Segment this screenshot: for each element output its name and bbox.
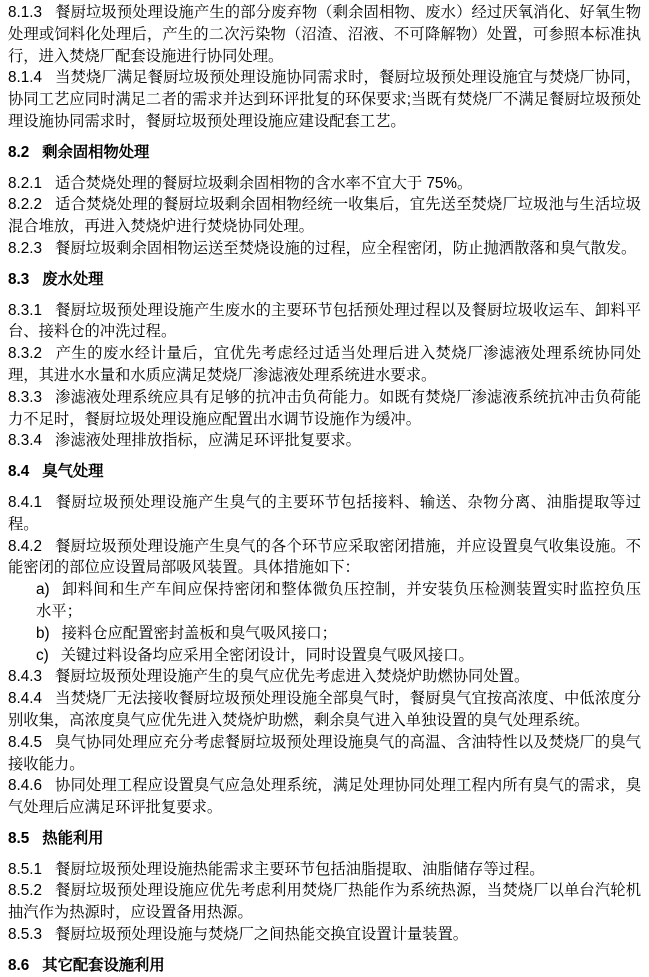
clause-8.3.3 bbox=[8, 387, 641, 431]
clause-number: 8.3.1 bbox=[8, 301, 43, 319]
list-marker: b) bbox=[36, 624, 50, 642]
clause-8.4.4 bbox=[8, 688, 641, 732]
clause-text: 餐厨垃圾预处理设施应优先考虑利用焚烧厂热能作为系统热源，当焚烧厂以单台汽轮机抽汽作为热源时，应设置备用热源。 bbox=[8, 882, 641, 922]
clause-number: 8.3.2 bbox=[8, 345, 43, 363]
list-item-a bbox=[36, 579, 641, 623]
heading-text: 废水处理 bbox=[42, 270, 104, 288]
clause-8.5.3 bbox=[8, 924, 641, 946]
clause-number: 8.4.6 bbox=[8, 777, 43, 795]
clause-8.3.2 bbox=[8, 343, 641, 387]
clause-text: 适合焚烧处理的餐厨垃圾剩余固相物经统一收集后，宜先送至焚烧厂垃圾池与生活垃圾混合堆放，再进入焚烧炉进行焚烧协同处理。 bbox=[8, 196, 641, 236]
clause-number: 8.6 bbox=[8, 956, 30, 974]
clause-text: 关键过料设备均应采用全密闭设计，同时设置臭气吸风接口。 bbox=[60, 646, 474, 664]
clause-text: 协同处理工程应设置臭气应急处理系统，满足处理协同处理工程内所有臭气的需求，臭气处理后应满足环评批复要求。 bbox=[8, 777, 641, 817]
clause-text: 餐厨垃圾预处理设施产生臭气的各个环节应采取密闭措施，并应设置臭气收集设施。不能密闭的部位应设置局部吸风装置。具体措施如下： bbox=[8, 537, 641, 577]
clause-number: 8.4.3 bbox=[8, 668, 43, 686]
list-marker: a) bbox=[36, 581, 50, 599]
clause-number: 8.2 bbox=[8, 143, 30, 161]
clause-8.4.2 bbox=[8, 536, 641, 580]
clause-number: 8.3 bbox=[8, 270, 30, 288]
clause-text: 当焚烧厂无法接收餐厨垃圾预处理设施全部臭气时，餐厨臭气宜按高浓度、中低浓度分别收集，高浓度臭气应优先进入焚烧炉助燃，剩余臭气进入单独设置的臭气处理系统。 bbox=[8, 690, 641, 729]
clause-text: 卸料间和生产车间应保持密闭和整体微负压控制，并安装负压检测装置实时监控负压水平； bbox=[36, 581, 641, 620]
clause-text: 产生的废水经计量后，宜优先考虑经过适当处理后进入焚烧厂渗滤液处理系统协同处理，其进水水量和水质应满足焚烧厂渗滤液处理系统进水要求。 bbox=[8, 345, 641, 384]
clause-8.4.1 bbox=[8, 492, 641, 536]
section-heading-8.4 bbox=[8, 461, 641, 483]
clause-text: 餐厨垃圾预处理设施产生的臭气应优先考虑进入焚烧炉助燃协同处置。 bbox=[55, 668, 530, 686]
document-content bbox=[8, 2, 641, 977]
clause-text: 适合焚烧处理的餐厨垃圾剩余固相物的含水率不宜大于 75%。 bbox=[55, 174, 473, 192]
heading-text: 热能利用 bbox=[42, 829, 104, 847]
heading-text: 其它配套设施利用 bbox=[42, 956, 165, 974]
clause-number: 8.5.1 bbox=[8, 860, 43, 878]
clause-text: 臭气协同处理应充分考虑餐厨垃圾预处理设施臭气的高温、含油特性以及焚烧厂的臭气接收能力。 bbox=[8, 733, 641, 773]
clause-8.3.4 bbox=[8, 430, 641, 452]
clause-number: 8.5 bbox=[8, 829, 30, 847]
clause-8.4.5 bbox=[8, 732, 641, 776]
section-heading-8.3 bbox=[8, 269, 641, 291]
clause-number: 8.1.3 bbox=[8, 4, 43, 21]
clause-text: 餐厨垃圾预处理设施与焚烧厂之间热能交换宜设置计量装置。 bbox=[55, 926, 469, 944]
section-heading-8.5 bbox=[8, 828, 641, 850]
clause-8.1.3 bbox=[8, 2, 641, 67]
clause-8.3.1 bbox=[8, 300, 641, 344]
clause-number: 8.3.4 bbox=[8, 432, 43, 450]
list-marker: c) bbox=[36, 646, 49, 664]
list-item-b bbox=[36, 623, 641, 645]
clause-8.4.6 bbox=[8, 775, 641, 819]
heading-text: 臭气处理 bbox=[42, 463, 104, 481]
clause-8.2.3 bbox=[8, 238, 641, 260]
section-heading-8.2 bbox=[8, 142, 641, 164]
clause-text: 餐厨垃圾预处理设施产生的部分废弃物（剩余固相物、废水）经过厌氧消化、好氧生物处理或饲料化处理后，产生的二次污染物（沼渣、沼液、不可降解物）处置，可参照本标准执行，进入焚烧厂配套设施进行协同处理。 bbox=[8, 4, 641, 65]
clause-number: 8.4.2 bbox=[8, 537, 43, 555]
clause-number: 8.5.2 bbox=[8, 882, 43, 900]
clause-text: 餐厨垃圾剩余固相物运送至焚烧设施的过程，应全程密闭，防止抛洒散落和臭气散发。 bbox=[55, 239, 637, 257]
clause-number: 8.4.1 bbox=[8, 493, 43, 511]
clause-number: 8.4 bbox=[8, 463, 30, 481]
clause-number: 8.5.3 bbox=[8, 926, 43, 944]
clause-8.5.1 bbox=[8, 859, 641, 881]
clause-8.1.4 bbox=[8, 67, 641, 132]
clause-number: 8.2.3 bbox=[8, 239, 43, 257]
clause-number: 8.4.5 bbox=[8, 733, 43, 751]
clause-number: 8.2.1 bbox=[8, 174, 43, 192]
clause-text: 接料仓应配置密封盖板和臭气吸风接口； bbox=[61, 624, 337, 642]
list-item-c bbox=[36, 645, 641, 667]
section-heading-8.6 bbox=[8, 955, 641, 977]
clause-8.5.2 bbox=[8, 880, 641, 924]
heading-text: 剩余固相物处理 bbox=[42, 143, 150, 161]
clause-text: 餐厨垃圾预处理设施产生废水的主要环节包括预处理过程以及餐厨垃圾收运车、卸料平台、接料仓的冲洗过程。 bbox=[8, 301, 641, 341]
clause-text: 餐厨垃圾预处理设施产生臭气的主要环节包括接料、输送、杂物分离、油脂提取等过程。 bbox=[8, 493, 641, 533]
clause-text: 餐厨垃圾预处理设施热能需求主要环节包括油脂提取、油脂储存等过程。 bbox=[55, 860, 545, 878]
clause-number: 8.4.4 bbox=[8, 690, 43, 708]
clause-text: 当焚烧厂满足餐厨垃圾预处理设施协同需求时，餐厨垃圾预处理设施宜与焚烧厂协同，协同工艺应同时满足二者的需求并达到环评批复的环保要求;当既有焚烧厂不满足餐厨垃圾预处理设施协同需求时，餐厨垃圾预处理设施应建设配套工艺。 bbox=[8, 69, 641, 130]
clause-number: 8.3.3 bbox=[8, 388, 43, 406]
clause-text: 渗滤液处理系统应具有足够的抗冲击负荷能力。如既有焚烧厂渗滤液系统抗冲击负荷能力不足时，餐厨垃圾处理设施应配置出水调节设施作为缓冲。 bbox=[8, 388, 641, 428]
clause-8.2.1 bbox=[8, 173, 641, 195]
clause-number: 8.1.4 bbox=[8, 69, 43, 87]
clause-8.2.2 bbox=[8, 194, 641, 238]
clause-text: 渗滤液处理排放指标，应满足环评批复要求。 bbox=[55, 432, 361, 450]
clause-number: 8.2.2 bbox=[8, 196, 43, 214]
clause-8.4.3 bbox=[8, 666, 641, 688]
